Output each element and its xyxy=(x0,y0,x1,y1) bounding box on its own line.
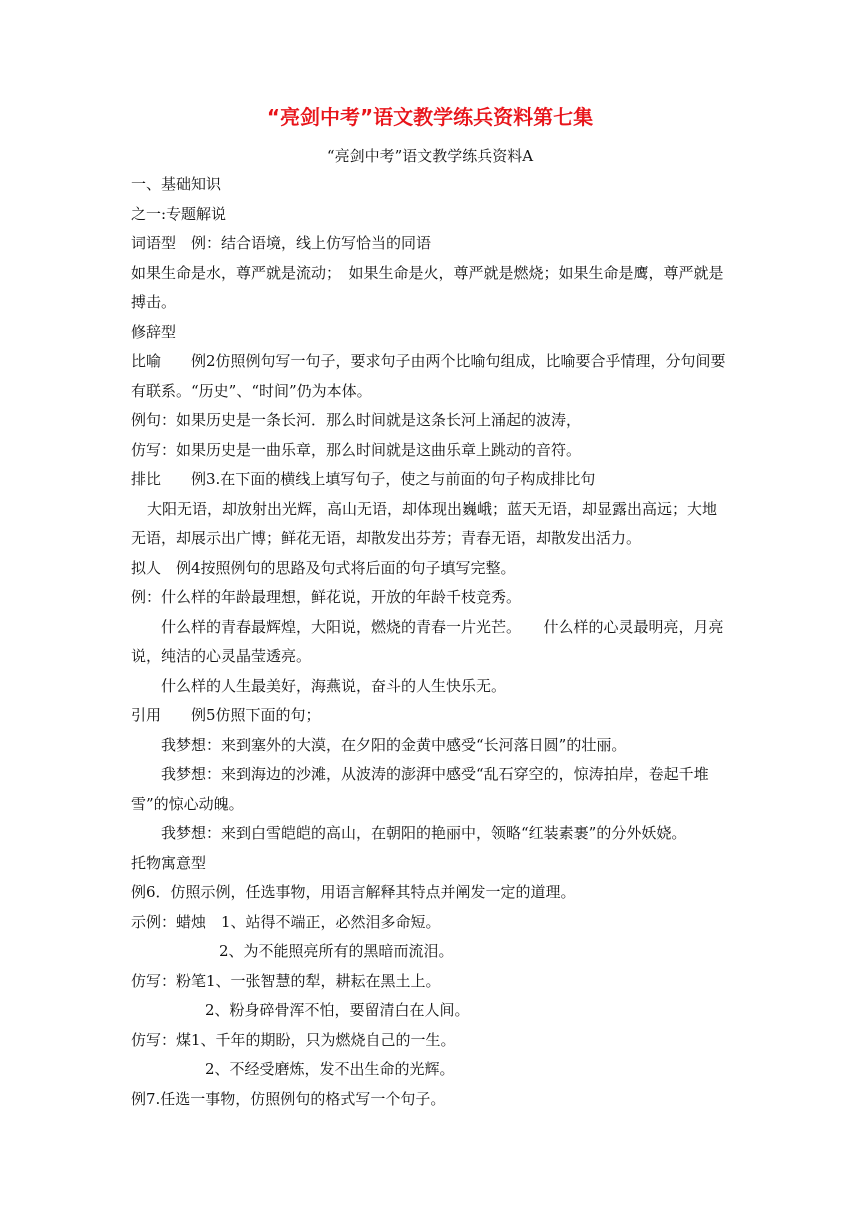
text-line: 例7.任选一事物，仿照例句的格式写一个句子。 xyxy=(131,1089,446,1108)
text-line: 仿写：如果历史是一曲乐章，那么时间就是这曲乐章上跳动的音符。 xyxy=(131,440,582,459)
subsection-heading: 之一:专题解说 xyxy=(131,204,227,223)
text-line: 仿写：粉笔1、一张智慧的犁，耕耘在黑土上。 xyxy=(131,971,441,990)
category-heading: 托物寓意型 xyxy=(131,853,207,872)
text-line: 比喻 例2仿照例句写一句子，要求句子由两个比喻句组成，比喻要合乎情理，分句间要有联系。“历史”、“时间”仍为本体。 xyxy=(131,352,726,400)
text-line: 我梦想：来到塞外的大漠，在夕阳的金黄中感受“长河落日圆”的壮丽。 xyxy=(161,735,627,754)
text-line: 仿写：煤1、千年的期盼，只为燃烧自己的一生。 xyxy=(131,1030,456,1049)
text-line: 如果生命是水，尊严就是流动； 如果生命是火，尊严就是燃烧；如果生命是鹰，尊严就是搏击。 xyxy=(131,263,724,311)
category-heading: 修辞型 xyxy=(131,322,177,341)
document-title: “亮剑中考”语文教学练兵资料第七集 xyxy=(266,105,594,129)
text-line: 词语型 例：结合语境，线上仿写恰当的同语 xyxy=(131,234,432,252)
text-line: 什么样的青春最辉煌，大阳说，燃烧的青春一片光芒。 什么样的心灵最明亮，月亮说，纯洁的心灵晶莹透亮。 xyxy=(131,617,724,665)
text-line: 例句：如果历史是一条长河．那么时间就是这条长河上涌起的波涛， xyxy=(131,411,582,429)
text-line: 大阳无语，却放射出光辉，高山无语，却体现出巍峨；蓝天无语，却显露出高远；大地无语，却展示出广博；鲜花无语，却散发出芬芳；青春无语，却散发出活力。 xyxy=(131,499,718,547)
text-line: 排比 例3.在下面的横线上填写句子，使之与前面的句子构成排比句 xyxy=(131,470,596,488)
text-line: 我梦想：来到白雪皑皑的高山，在朝阳的艳丽中，领略“红装素裹”的分外妖娆。 xyxy=(161,824,687,842)
text-line: 2、粉身碎骨浑不怕，要留清白在人间。 xyxy=(205,1001,470,1019)
text-line: 例：什么样的年龄最理想，鲜花说，开放的年龄千枝竞秀。 xyxy=(131,588,522,606)
text-line: 2、为不能照亮所有的黑暗而流泪。 xyxy=(219,942,454,960)
section-heading: 一、基础知识 xyxy=(131,175,222,193)
document-subtitle: “亮剑中考”语文教学练兵资料A xyxy=(326,147,534,165)
text-line: 我梦想：来到海边的沙滩，从波涛的澎湃中感受“乱石穿空的，惊涛拍岸，卷起千堆雪”的惊心动魄。 xyxy=(131,765,709,813)
text-line: 2、不经受磨炼，发不出生命的光辉。 xyxy=(205,1060,455,1078)
text-line: 引用 例5仿照下面的句； xyxy=(131,706,321,724)
text-line: 例6．仿照示例，任选事物，用语言解释其特点并阐发一定的道理。 xyxy=(131,883,576,901)
text-line: 什么样的人生最美好，海燕说，奋斗的人生快乐无。 xyxy=(161,676,507,695)
text-line: 拟人 例4按照例句的思路及句式将后面的句子填写完整。 xyxy=(131,558,516,577)
document-body xyxy=(131,170,731,1114)
text-line: 示例：蜡烛 1、站得不端正，必然泪多命短。 xyxy=(131,912,441,931)
